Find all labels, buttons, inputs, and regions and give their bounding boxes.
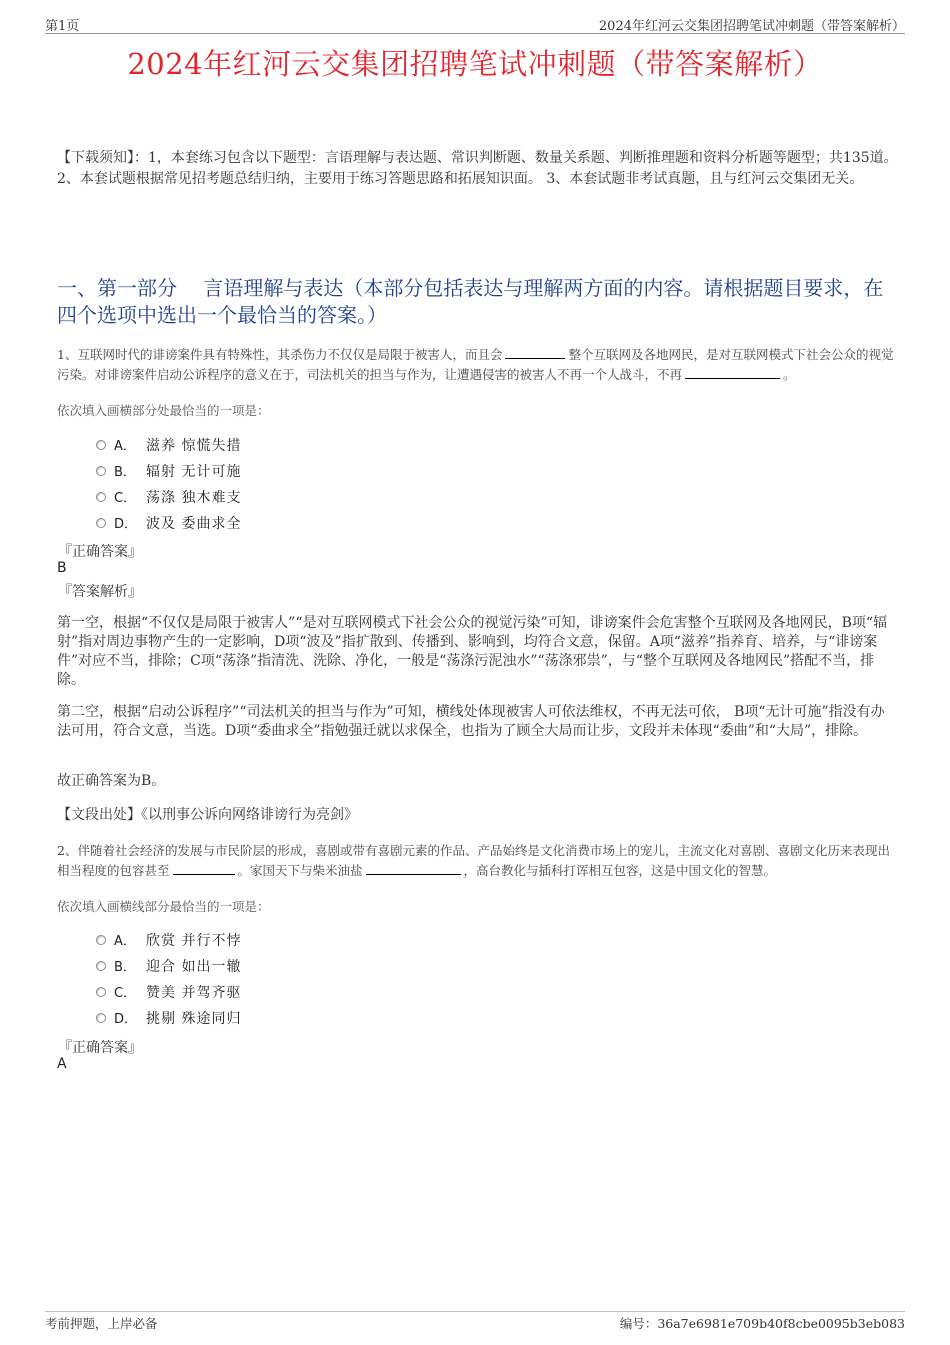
analysis-paragraph-2: 第二空，根据“启动公诉程序”“司法机关的担当与作为”可知，横线处体现被害人可依法维权，不再无法可依， B项“无计可施”指没有办法可用，符合文意，当选。D项“委曲求全”指勉强迁就以求保全，也指为了顾全大局而让步，文段并未体现“委曲”和“大局”，排除。 bbox=[57, 704, 885, 739]
correct-answer-label: 『正确答案』 bbox=[58, 1040, 142, 1056]
download-notice: 【下载须知】：1，本套练习包含以下题型：言语理解与表达题、常识判断题、数量关系题、判断推理题和资料分析题等题型；共135道。 2、本套试题根据常见招考题总结归纳，主要用于练习答题思路和拓展知识面。 3、本套试题非考试真题，且与红河云交集团无关。 bbox=[57, 150, 898, 187]
analysis-label: 『答案解析』 bbox=[58, 584, 142, 600]
analysis-conclusion: 故正确答案为B。 bbox=[57, 773, 166, 789]
question-2-options bbox=[96, 928, 241, 1032]
option-d[interactable]: D． 挑剔 殊途同归 bbox=[96, 1006, 241, 1032]
option-b[interactable]: B． 辐射 无计可施 bbox=[96, 459, 241, 485]
header-doc-title: 2024年红河云交集团招聘笔试冲刺题（带答案解析） bbox=[598, 19, 905, 34]
page-number: 第1页 bbox=[45, 19, 80, 34]
blank-1 bbox=[173, 862, 235, 875]
header-divider bbox=[45, 33, 905, 34]
correct-answer-label: 『正确答案』 bbox=[58, 544, 142, 560]
footer-divider bbox=[45, 1311, 905, 1312]
source-citation: 【文段出处】《以刑事公诉向网络诽谤行为亮剑》 bbox=[57, 807, 358, 823]
page-title: 2024年红河云交集团招聘笔试冲刺题（带答案解析） bbox=[127, 47, 823, 81]
question-1-text-part3: 。 bbox=[783, 367, 796, 382]
radio-icon[interactable] bbox=[96, 987, 106, 997]
question-1-text bbox=[57, 345, 902, 385]
option-a[interactable]: A． 欣赏 并行不悖 bbox=[96, 928, 241, 954]
footer-code: 编号：36a7e6981e709b40f8cbe0095b3eb083 bbox=[619, 1316, 905, 1331]
question-1-text-part1: 1、互联网时代的诽谤案件具有特殊性，其杀伤力不仅仅是局限于被害人，而且会 bbox=[57, 347, 503, 362]
option-b[interactable]: B． 迎合 如出一辙 bbox=[96, 954, 241, 980]
question-2-text-part3: ，高台教化与插科打诨相互包容，这是中国文化的智慧。 bbox=[463, 863, 777, 878]
analysis-paragraph-1: 第一空，根据“不仅仅是局限于被害人”“是对互联网模式下社会公众的视觉污染”可知，诽谤案件会危害整个互联网及各地网民，B项“辐射”指对周边事物产生的一定影响，D项“波及”指扩散到、传播到、影响到，均符合文意，保留。A项“滋养”指养育、培养，与“诽谤案件”对应不当，排除；C项“荡涤”指清洗、洗除、净化，一般是“荡涤污泥浊水”“荡涤邪祟”，与“整个互联网及各地网民”搭配不当，排除。 bbox=[57, 615, 888, 688]
question-1-prompt: 依次填入画横部分处最恰当的一项是： bbox=[57, 403, 270, 418]
option-c[interactable]: C． 赞美 并驾齐驱 bbox=[96, 980, 241, 1006]
radio-icon[interactable] bbox=[96, 518, 106, 528]
option-d[interactable]: D． 波及 委曲求全 bbox=[96, 511, 241, 537]
blank-2 bbox=[366, 862, 461, 875]
question-2-text bbox=[57, 841, 902, 881]
correct-answer: B bbox=[57, 560, 67, 576]
option-c[interactable]: C． 荡涤 独木难支 bbox=[96, 485, 241, 511]
blank-2 bbox=[685, 366, 780, 379]
radio-icon[interactable] bbox=[96, 440, 106, 450]
question-1-text-part2: 整个互联网及各地网民，是对互联网模式下社会公众的视觉污染。对诽谤案件启动公诉程序的意义在于，司法机关的担当与作为，让遭遇侵害的被害人不再一个人战斗，不再 bbox=[57, 347, 894, 382]
radio-icon[interactable] bbox=[96, 961, 106, 971]
radio-icon[interactable] bbox=[96, 466, 106, 476]
option-a[interactable]: A． 滋养 惊慌失措 bbox=[96, 433, 241, 459]
blank-1 bbox=[505, 346, 565, 359]
radio-icon[interactable] bbox=[96, 1013, 106, 1023]
question-2-text-part2: 。家国天下与柴米油盐 bbox=[237, 863, 363, 878]
question-2-text-part1: 2、伴随着社会经济的发展与市民阶层的形成，喜剧或带有喜剧元素的作品、产品始终是文化消费市场上的宠儿，主流文化对喜剧、喜剧文化历来表现出相当程度的包容甚至 bbox=[57, 843, 890, 878]
correct-answer: A bbox=[57, 1056, 67, 1072]
section-heading: 一、第一部分 言语理解与表达（本部分包括表达与理解两方面的内容。请根据题目要求，在四个选项中选出一个最恰当的答案。） bbox=[57, 276, 884, 327]
radio-icon[interactable] bbox=[96, 492, 106, 502]
question-2-prompt: 依次填入画横线部分最恰当的一项是： bbox=[57, 899, 270, 914]
radio-icon[interactable] bbox=[96, 935, 106, 945]
question-1-options bbox=[96, 433, 241, 537]
footer-slogan: 考前押题，上岸必备 bbox=[45, 1316, 158, 1331]
